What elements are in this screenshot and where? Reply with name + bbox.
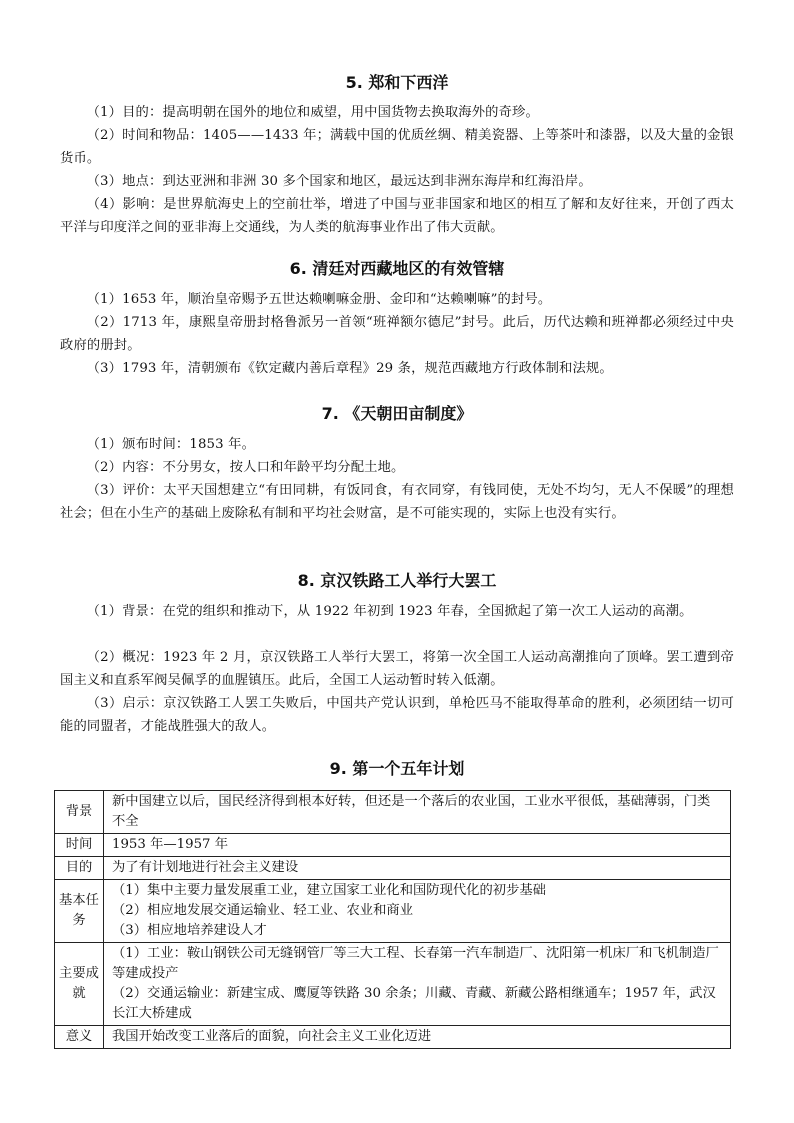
paragraph: （3）评价：太平天国想建立“有田同耕，有饭同食，有衣同穿，有钱同使，无处不均匀，无人不保暖”的理想社会；但在小生产的基础上废除私有制和平均社会财富，是不可能实现的，实际上也没有实行。 [60,483,734,521]
cell-line: （2）交通运输业：新建宝成、鹰厦等铁路 30 余条；川藏、青藏、新藏公路相继通车；1957 年，武汉长江大桥建成 [112,986,716,1021]
section-title: 7. 《天朝田亩制度》 [321,404,473,423]
section-title: 9. 第一个五年计划 [329,759,465,778]
section-title: 5. 郑和下西洋 [345,73,449,92]
table-row [55,834,731,857]
table-row [55,880,731,943]
paragraph: （3）1793 年，清朝颁布《钦定藏内善后章程》29 条，规范西藏地方行政体制和法规。 [86,361,613,376]
cell-line: 我国开始改变工业落后的面貌，向社会主义工业化迈进 [112,1029,432,1044]
row-header: 目的 [55,857,104,880]
paragraph: （1）1653 年，顺治皇帝赐予五世达赖喇嘛金册、金印和“达赖喇嘛”的封号。 [86,292,552,307]
paragraph: （2）1713 年，康熙皇帝册封格鲁派另一首领“班禅额尔德尼”封号。此后，历代达赖和班禅都必须经过中央政府的册封。 [60,315,734,353]
paragraph: （4）影响：是世界航海史上的空前壮举，增进了中国与亚非国家和地区的相互了解和友好往来，开创了西太平洋与印度洋之间的亚非海上交通线，为人类的航海事业作出了伟大贡献。 [60,197,734,235]
paragraph: （2）时间和物品：1405——1433 年；满载中国的优质丝绸、精美瓷器、上等茶叶和漆器，以及大量的金银货币。 [60,128,734,166]
paragraph: （2）概况：1923 年 2 月，京汉铁路工人举行大罢工，将第一次全国工人运动高潮推向了顶峰。罢工遭到帝国主义和直系军阀吴佩孚的血腥镇压。此后，全国工人运动暂时转入低潮。 [60,650,734,688]
row-header: 背景 [55,791,104,834]
table-row [55,1026,731,1049]
paragraph: （3）地点：到达亚洲和非洲 30 多个国家和地区，最远达到非洲东海岸和红海沿岸。 [86,174,592,189]
row-header: 时间 [55,834,104,857]
row-header: 意义 [55,1026,104,1049]
row-content [104,880,731,943]
five-year-plan-table [54,790,731,1049]
paragraph: （1）目的：提高明朝在国外的地位和威望，用中国货物去换取海外的奇珍。 [86,105,539,120]
paragraph: （1）颁布时间：1853 年。 [86,437,256,452]
row-content [104,943,731,1026]
cell-line: 1953 年—1957 年 [112,837,229,852]
row-content [104,834,731,857]
section-title: 6. 清廷对西藏地区的有效管辖 [289,259,505,278]
cell-line: （1）集中主要力量发展重工业，建立国家工业化和国防现代化的初步基础 [112,883,546,898]
row-content [104,1026,731,1049]
paragraph: （3）启示：京汉铁路工人罢工失败后，中国共产党认识到，单枪匹马不能取得革命的胜利，必须团结一切可能的同盟者，才能战胜强大的敌人。 [60,696,734,734]
row-content [104,857,731,880]
table-row [55,857,731,880]
paragraph: （1）背景：在党的组织和推动下，从 1922 年初到 1923 年春，全国掀起了第一次工人运动的高潮。 [86,604,693,619]
cell-line: （3）相应地培养建设人才 [112,923,267,938]
cell-line: 为了有计划地进行社会主义建设 [112,860,299,875]
table-row [55,791,731,834]
table-row [55,943,731,1026]
cell-line: 新中国建立以后，国民经济得到根本好转，但还是一个落后的农业国，工业水平很低，基础薄弱，门类不全 [112,794,711,829]
paragraph: （2）内容：不分男女，按人口和年龄平均分配土地。 [86,460,405,475]
section-title: 8. 京汉铁路工人举行大罢工 [297,571,497,590]
row-header: 基本任务 [55,880,104,943]
cell-line: （2）相应地发展交通运输业、轻工业、农业和商业 [112,903,413,918]
row-header: 主要成就 [55,943,104,1026]
cell-line: （1）工业：鞍山钢铁公司无缝钢管厂等三大工程、长春第一汽车制造厂、沈阳第一机床厂和飞机制造厂等建成投产 [112,946,719,981]
row-content [104,791,731,834]
